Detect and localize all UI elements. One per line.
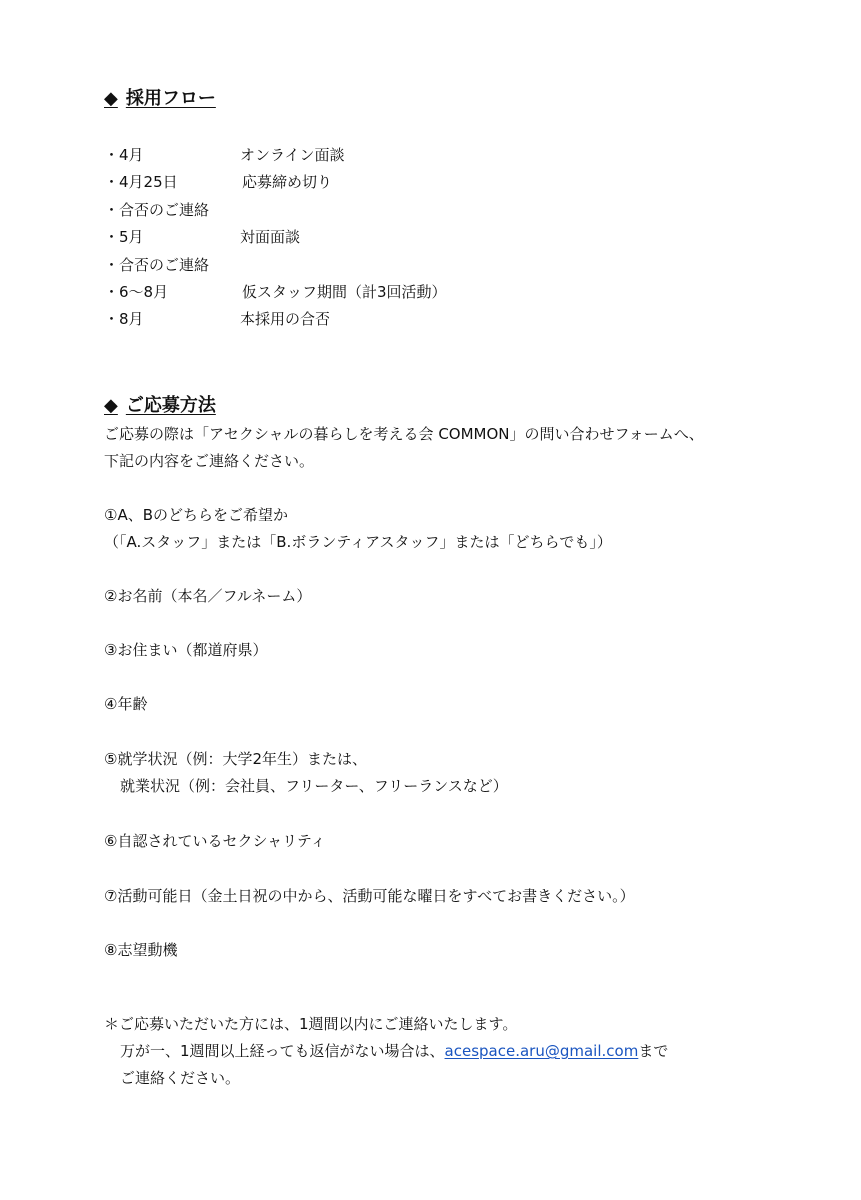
item-note: （「A.スタッフ」または「B.ボランティアスタッフ」または「どちらでも」） <box>104 533 612 551</box>
flow-item-date: 合否のご連絡 <box>119 200 210 219</box>
note-line: ご連絡ください。 <box>120 1069 241 1087</box>
flow-item-event: 応募締め切り <box>242 173 333 192</box>
form-item-1 <box>104 502 612 556</box>
flow-title: 採用フロー <box>125 88 216 109</box>
intro-line: 下記の内容をご連絡ください。 <box>104 452 315 470</box>
item-label: ①A、Bのどちらをご希望か <box>104 506 289 524</box>
bullet: ・ <box>104 255 120 274</box>
flow-item-date: 5月 <box>119 228 144 247</box>
flow-item-date: 8月 <box>119 310 144 329</box>
bullet: ・ <box>104 146 120 164</box>
flow-item-date: 合否のご連絡 <box>119 255 210 274</box>
note-line <box>104 1038 668 1065</box>
apply-intro <box>104 421 704 475</box>
form-item-5 <box>104 746 508 800</box>
bullet: ・ <box>104 282 120 301</box>
flow-item <box>104 142 345 169</box>
flow-heading <box>104 84 216 110</box>
flow-item <box>104 197 257 224</box>
form-item-6: ⑥自認されているセクシャリティ <box>104 832 326 850</box>
apply-title: ご応募方法 <box>125 395 216 416</box>
flow-item <box>104 252 257 279</box>
apply-heading <box>104 391 216 417</box>
diamond-icon: ◆ <box>104 88 118 109</box>
flow-item-date: 4月25日 <box>119 173 178 192</box>
flow-item <box>104 306 331 333</box>
intro-line: ご応募の際は「アセクシャルの暮らしを考える会 COMMON」の問い合わせフォームへ、 <box>104 425 704 443</box>
flow-item-date: 6〜8月 <box>119 282 169 301</box>
flow-item-event: 本採用の合否 <box>240 310 331 329</box>
form-item-2: ②お名前（本名／フルネーム） <box>104 587 312 605</box>
item-label-continued: 就業状況（例：会社員、フリーター、フリーランスなど） <box>120 777 508 795</box>
flow-item-event: 仮スタッフ期間（計3回活動） <box>242 282 447 301</box>
flow-item <box>104 279 447 306</box>
item-label: ⑤就学状況（例：大学2年生）または、 <box>104 750 367 768</box>
flow-item-date: 4月 <box>119 146 144 164</box>
bullet: ・ <box>104 228 120 247</box>
diamond-icon: ◆ <box>104 395 118 416</box>
email-link[interactable]: acespace.aru@gmail.com <box>444 1042 639 1060</box>
note-line: ＊ご応募いただいた方には、1週間以内にご連絡いたします。 <box>104 1015 518 1033</box>
form-item-7: ⑦活動可能日（金土日祝の中から、活動可能な曜日をすべてお書きください。） <box>104 887 635 905</box>
recruitment-flow-list <box>104 142 447 334</box>
flow-item-event: オンライン面談 <box>240 146 345 164</box>
note-text: まで <box>638 1042 669 1060</box>
bullet: ・ <box>104 173 120 192</box>
bullet: ・ <box>104 310 120 329</box>
closing-note <box>104 1011 668 1092</box>
note-text: 万が一、1週間以上経っても返信がない場合は、 <box>120 1042 445 1060</box>
form-item-4: ④年齢 <box>104 695 148 713</box>
flow-item-event: 対面面談 <box>240 228 301 247</box>
flow-item <box>104 224 301 251</box>
bullet: ・ <box>104 200 120 219</box>
form-item-8: ⑧志望動機 <box>104 941 178 959</box>
flow-item <box>104 169 333 196</box>
form-item-3: ③お住まい（都道府県） <box>104 641 268 659</box>
